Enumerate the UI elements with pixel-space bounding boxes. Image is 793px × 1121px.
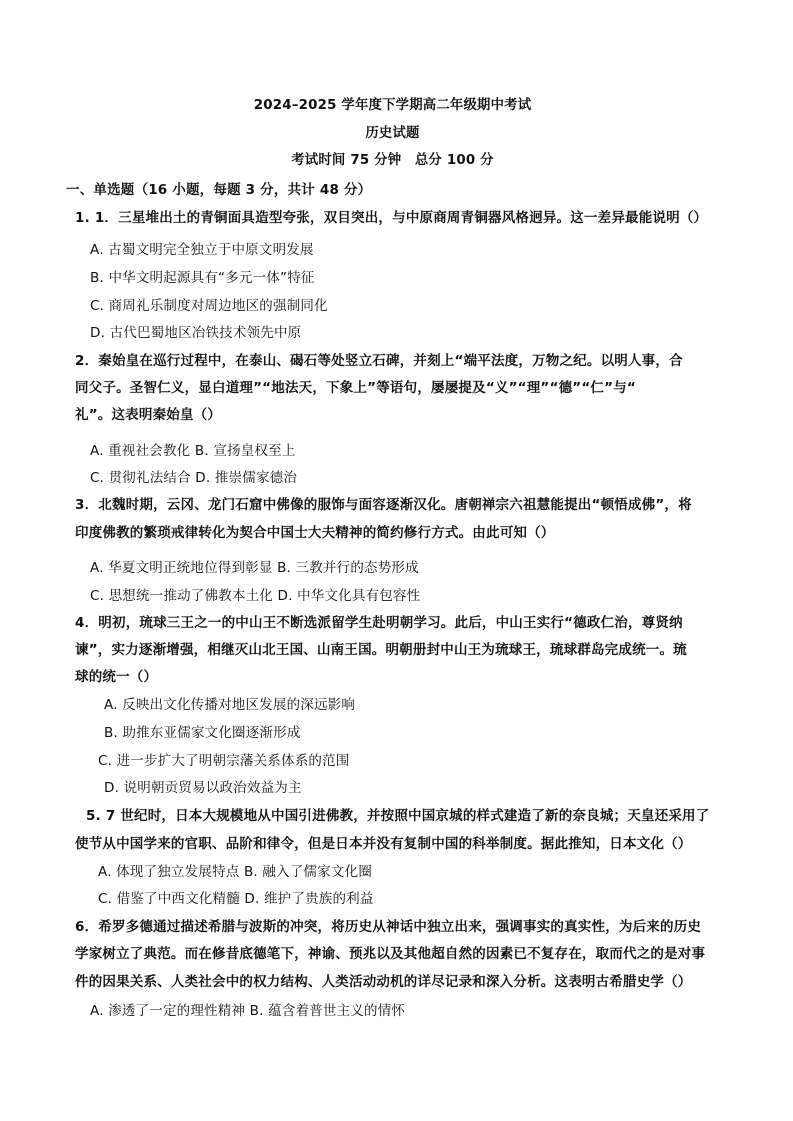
question-stem: 学家树立了典范。而在修昔底德笔下，神谕、预兆以及其他超自然的因素已不复存在，取而代之的是对事 xyxy=(75,946,706,962)
question-stem: 印度佛教的繁琐戒律转化为契合中国士大夫精神的简约修行方式。由此可知（） xyxy=(75,525,555,541)
question-stem: 谏”，实力逐渐增强，相继灭山北王国、山南王国。明朝册封中山王为琉球王，琉球群岛完成统一。琉 xyxy=(75,642,687,658)
option-c: C. 进一步扩大了明朝宗藩关系体系的范围 xyxy=(98,753,350,769)
exam-title: 2024–2025 学年度下学期高二年级期中考试 xyxy=(253,97,532,113)
option-ab: A. 重视社会教化 B. 宣扬皇权至上 xyxy=(90,443,296,459)
question-stem: 5. 7 世纪时，日本大规模地从中国引进佛教，并按照中国京城的样式建造了新的奈良城；天皇还采用了 xyxy=(86,808,710,824)
question-stem: 礼”。这表明秦始皇（） xyxy=(75,407,222,423)
option-cd: C. 贯彻礼法结合 D. 推崇儒家德治 xyxy=(90,470,298,486)
option-a: A. 古蜀文明完全独立于中原文明发展 xyxy=(90,242,314,258)
option-a: A. 反映出文化传播对地区发展的深远影响 xyxy=(104,697,356,713)
option-c: C. 商周礼乐制度对周边地区的强制同化 xyxy=(90,298,328,314)
option-ab: A. 渗透了一定的理性精神 B. 蕴含着普世主义的情怀 xyxy=(90,1003,406,1019)
question-stem: 4．明初，琉球三王之一的中山王不断选派留学生赴明朝学习。此后，中山王实行“德政仁治，尊贤纳 xyxy=(75,615,683,631)
subject-title: 历史试题 xyxy=(365,125,420,141)
question-stem: 1. 1．三星堆出土的青铜面具造型夸张，双目突出，与中原商周青铜器风格迥异。这一差异最能说明（） xyxy=(75,210,708,226)
question-stem: 3．北魏时期，云冈、龙门石窟中佛像的服饰与面容逐渐汉化。唐朝禅宗六祖慧能提出“顿悟成佛”，将 xyxy=(75,497,692,513)
option-cd: C. 思想统一推动了佛教本土化 D. 中华文化具有包容性 xyxy=(90,588,421,604)
question-stem: 使节从中国学来的官职、品阶和律令，但是日本并没有复制中国的科举制度。据此推知，日本文化（） xyxy=(75,836,692,852)
option-ab: A. 华夏文明正统地位得到彰显 B. 三教并行的态势形成 xyxy=(90,560,419,576)
question-stem: 同父子。圣智仁义，显白道理”“地法天，下象上”等语句，屡屡提及“义”“理”“德”“仁”与“ xyxy=(75,380,636,396)
option-b: B. 中华文明起源具有“多元一体”特征 xyxy=(90,270,315,286)
question-stem: 2．秦始皇在巡行过程中，在泰山、碣石等处竖立石碑，并刻上“端平法度，万物之纪。以明人事，合 xyxy=(75,353,683,369)
section-heading: 一、单选题（16 小题，每题 3 分，共计 48 分） xyxy=(66,182,372,198)
option-ab: A. 体现了独立发展特点 B. 融入了儒家文化圈 xyxy=(98,864,373,880)
exam-meta: 考试时间 75 分钟 总分 100 分 xyxy=(291,152,494,168)
option-b: B. 助推东亚儒家文化圈逐渐形成 xyxy=(104,725,301,741)
option-cd: C. 借鉴了中西文化精髓 D. 维护了贵族的利益 xyxy=(98,891,374,907)
question-stem: 6．希罗多德通过描述希腊与波斯的冲突，将历史从神话中独立出来，强调事实的真实性，为后来的历史 xyxy=(75,919,702,935)
question-stem: 件的因果关系、人类社会中的权力结构、人类活动动机的详尽记录和深入分析。这表明古希腊史学（） xyxy=(75,974,692,990)
option-d: D. 说明朝贡贸易以政治效益为主 xyxy=(104,780,302,796)
question-stem: 球的统一（） xyxy=(75,669,158,685)
option-d: D. 古代巴蜀地区冶铁技术领先中原 xyxy=(90,325,302,341)
